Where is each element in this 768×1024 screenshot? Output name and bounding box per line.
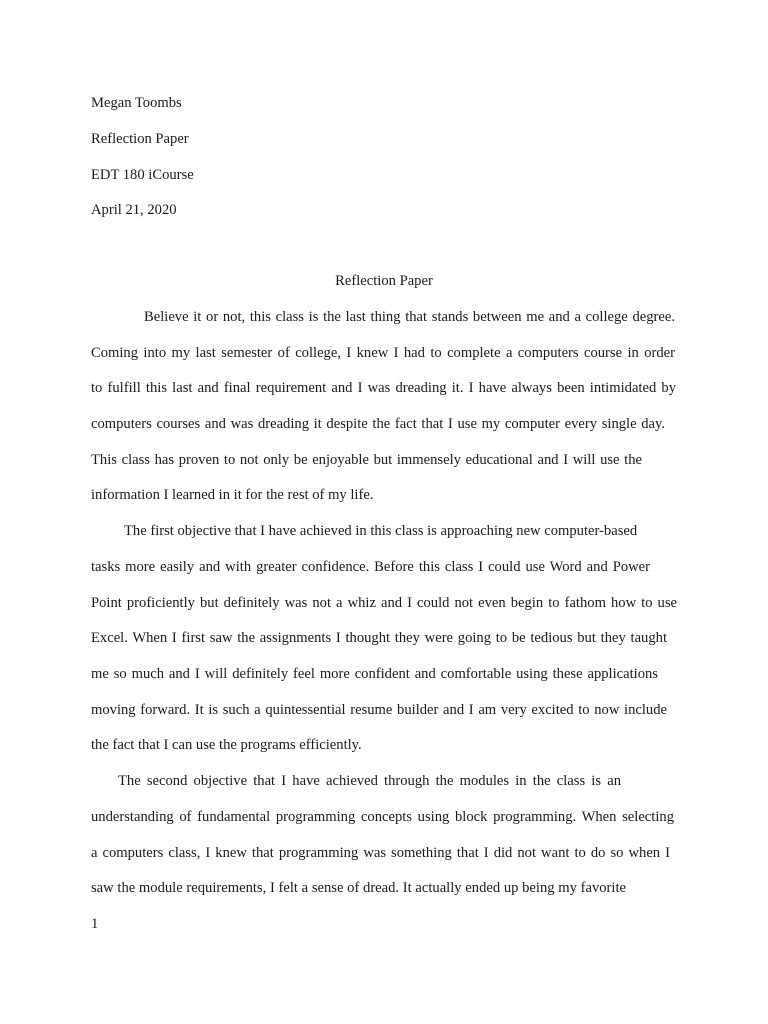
paragraph-line: The second objective that I have achieved through the modules in the class is an bbox=[118, 773, 621, 789]
paper-title: Reflection Paper bbox=[335, 273, 433, 289]
page-number: 1 bbox=[91, 916, 99, 932]
document-date: April 21, 2020 bbox=[91, 202, 177, 218]
paragraph-line: The first objective that I have achieved in this class is approaching new computer-based bbox=[124, 523, 638, 539]
paragraph-line: This class has proven to not only be enjoyable but immensely educational and I will use the bbox=[91, 452, 642, 468]
paragraph-line: Point proficiently but definitely was not a whiz and I could not even begin to fathom how to use bbox=[91, 595, 677, 611]
author-name: Megan Toombs bbox=[91, 95, 182, 111]
course-name: EDT 180 iCourse bbox=[91, 167, 194, 183]
paragraph-line: tasks more easily and with greater confidence. Before this class I could use Word and Power bbox=[91, 559, 650, 575]
paragraph-line: the fact that I can use the programs efficiently. bbox=[91, 737, 362, 753]
paragraph-line: moving forward. It is such a quintessential resume builder and I am very excited to now include bbox=[91, 702, 667, 718]
paragraph-line: me so much and I will definitely feel more confident and comfortable using these applications bbox=[91, 666, 658, 682]
paragraph-line: Excel. When I first saw the assignments I thought they were going to be tedious but they taught bbox=[91, 630, 667, 646]
paragraph-line: understanding of fundamental programming concepts using block programming. When selecting bbox=[91, 809, 674, 825]
paragraph-line: computers courses and was dreading it despite the fact that I use my computer every single day. bbox=[91, 416, 665, 432]
paragraph-line: saw the module requirements, I felt a sense of dread. It actually ended up being my favorite bbox=[91, 880, 626, 896]
paragraph-line: a computers class, I knew that programming was something that I did not want to do so when I bbox=[91, 845, 670, 861]
paragraph-line: Believe it or not, this class is the last thing that stands between me and a college degree. bbox=[144, 309, 675, 325]
paragraph-line: Coming into my last semester of college, I knew I had to complete a computers course in order bbox=[91, 345, 675, 361]
paragraph-line: information I learned in it for the rest of my life. bbox=[91, 487, 374, 503]
paragraph-line: to fulfill this last and final requirement and I was dreading it. I have always been intimidated by bbox=[91, 380, 676, 396]
document-type: Reflection Paper bbox=[91, 131, 189, 147]
